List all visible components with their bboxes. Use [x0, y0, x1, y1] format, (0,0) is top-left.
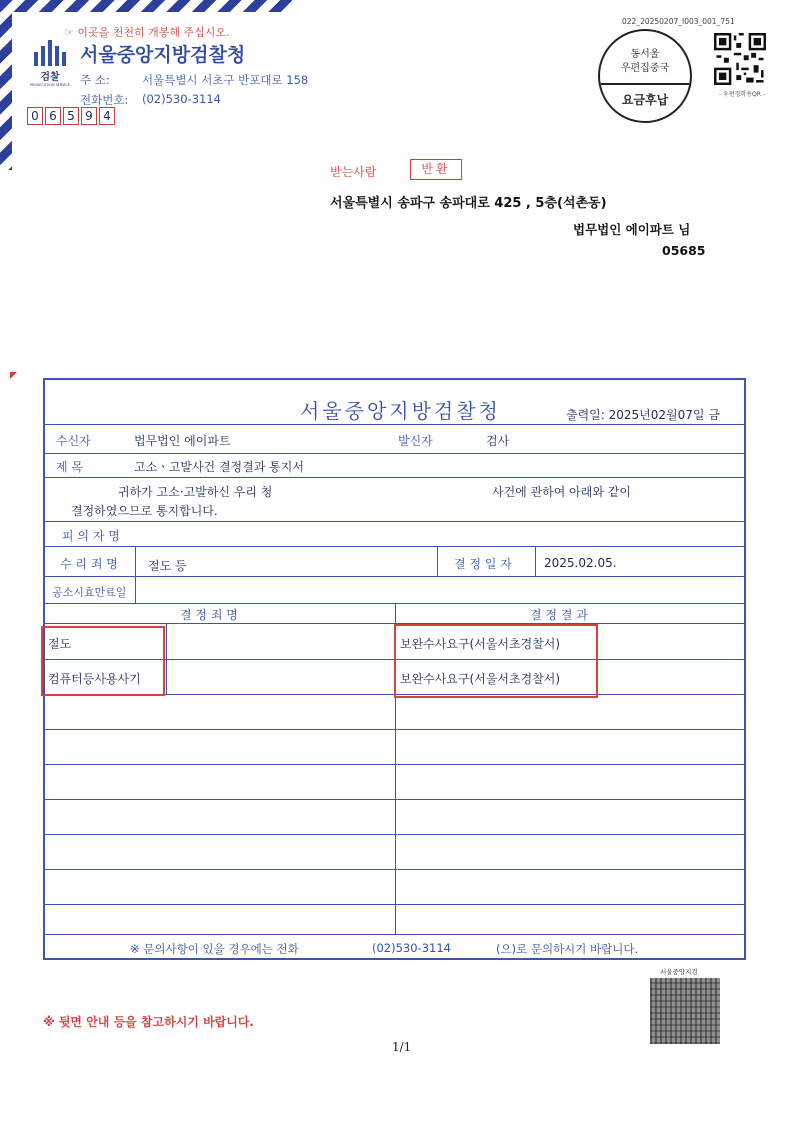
form-title: 서울중앙지방검찰청 [300, 399, 501, 423]
back-side-note: ※ 뒷면 안내 등을 참고하시기 바랍니다. [43, 1015, 254, 1029]
form-rule [45, 546, 744, 547]
barcode-2d-icon [650, 978, 720, 1044]
recipient-address: 서울특별시 송파구 송파대로 425 , 5층(석촌동) [330, 196, 607, 211]
highlight-box-charges [41, 626, 165, 696]
zip-digit: 6 [45, 107, 61, 125]
postmark-line3: 요금후납 [621, 93, 669, 107]
zip-digit: 9 [81, 107, 97, 125]
zip-digit: 5 [63, 107, 79, 125]
row-charge: 절도 [48, 637, 72, 651]
form-rule [45, 424, 744, 425]
phone-value: (02)530-3114 [142, 92, 221, 106]
recipient-label: 받는사람 [330, 165, 377, 179]
logo-subtext: PROSECUTION SERVICE [30, 83, 70, 87]
form-rule [45, 521, 744, 522]
form-rule [437, 546, 438, 576]
footer-tel: (02)530-3114 [372, 941, 451, 955]
form-rule [166, 623, 167, 694]
airmail-stripe-left [0, 0, 12, 170]
subject-value: 고소ㆍ고발사건 결정결과 통지서 [134, 460, 304, 474]
address-label: 주 소: [80, 73, 110, 87]
receiver-value: 법무법인 에이파트 [134, 434, 231, 448]
decision-date-value: 2025.02.05. [544, 556, 617, 570]
zip-digit: 4 [99, 107, 115, 125]
body-line1: 귀하가 고소·고발하신 우리 청 [118, 485, 273, 499]
phone-label: 전화번호: [80, 93, 129, 107]
zip-digit: 0 [27, 107, 43, 125]
qr-caption: - 우편정학용QR - [718, 91, 766, 98]
postmark-line2: 우편집중국 [620, 63, 670, 74]
highlight-box-results [394, 624, 598, 698]
charge-value: 절도 등 [148, 559, 187, 573]
col-result-header: 결 정 결 과 [530, 608, 588, 622]
open-note: ☞ 이곳을 천천히 개봉해 주십시오. [64, 26, 230, 39]
postmark-line1: 동서울 [630, 49, 660, 60]
airmail-stripe-top [0, 0, 292, 12]
qr-code-icon [714, 33, 766, 85]
limitation-label: 공소시효만료일 [52, 586, 127, 599]
body-line2: 결정하였으므로 통지합니다. [71, 504, 218, 518]
form-rule [45, 934, 744, 935]
hand-pointer-icon: ☞ [64, 26, 74, 39]
logo-bars-icon [30, 40, 70, 66]
fold-mark [10, 372, 17, 379]
return-stamp: 반환 [410, 159, 462, 180]
sender-office-name: 서울중앙지방검찰청 [80, 44, 246, 66]
form-rule [45, 453, 744, 454]
page-number: 1/1 [392, 1040, 412, 1054]
form-rule [135, 546, 136, 603]
footer-end: (으)로 문의하시기 바랍니다. [496, 942, 639, 956]
postmark-divider [600, 83, 690, 85]
row-result: 보완수사요구(서울서초경찰서) [400, 637, 561, 651]
sender-label: 발신자 [398, 434, 433, 448]
suspect-label: 피 의 자 명 [62, 529, 120, 543]
form-rule [45, 576, 744, 577]
recipient-name: 법무법인 에이파트 님 [573, 222, 691, 237]
subject-label: 제 목 [56, 460, 83, 474]
form-rule [535, 546, 536, 576]
row-charge: 컴퓨터등사용사기 [48, 672, 141, 686]
address-value: 서울특별시 서초구 반포대로 158 [142, 73, 309, 87]
col-charge-header: 결 정 죄 명 [180, 608, 238, 622]
row-result: 보완수사요구(서울서초경찰서) [400, 672, 561, 686]
body-line1-right: 사건에 관하여 아래와 같이 [492, 485, 631, 499]
print-date: 출력일: 2025년02월07일 금 [566, 408, 720, 422]
prosecution-logo [30, 40, 70, 90]
qr-bottom-caption: 서울중앙지검 [660, 968, 698, 976]
postmark-stamp [598, 29, 692, 123]
recipient-zip: 05685 [662, 243, 706, 258]
footer-note: ※ 문의사항이 있을 경우에는 전화 [130, 942, 299, 956]
charge-label: 수 리 죄 명 [60, 557, 118, 571]
receiver-label: 수신자 [56, 434, 91, 448]
logo-text: 검찰 [40, 72, 60, 83]
form-rule [45, 477, 744, 478]
sender-value: 검사 [486, 434, 510, 448]
decision-date-label: 결 정 일 자 [454, 557, 512, 571]
document-id: 022_20250207_I003_001_751 [622, 17, 735, 26]
